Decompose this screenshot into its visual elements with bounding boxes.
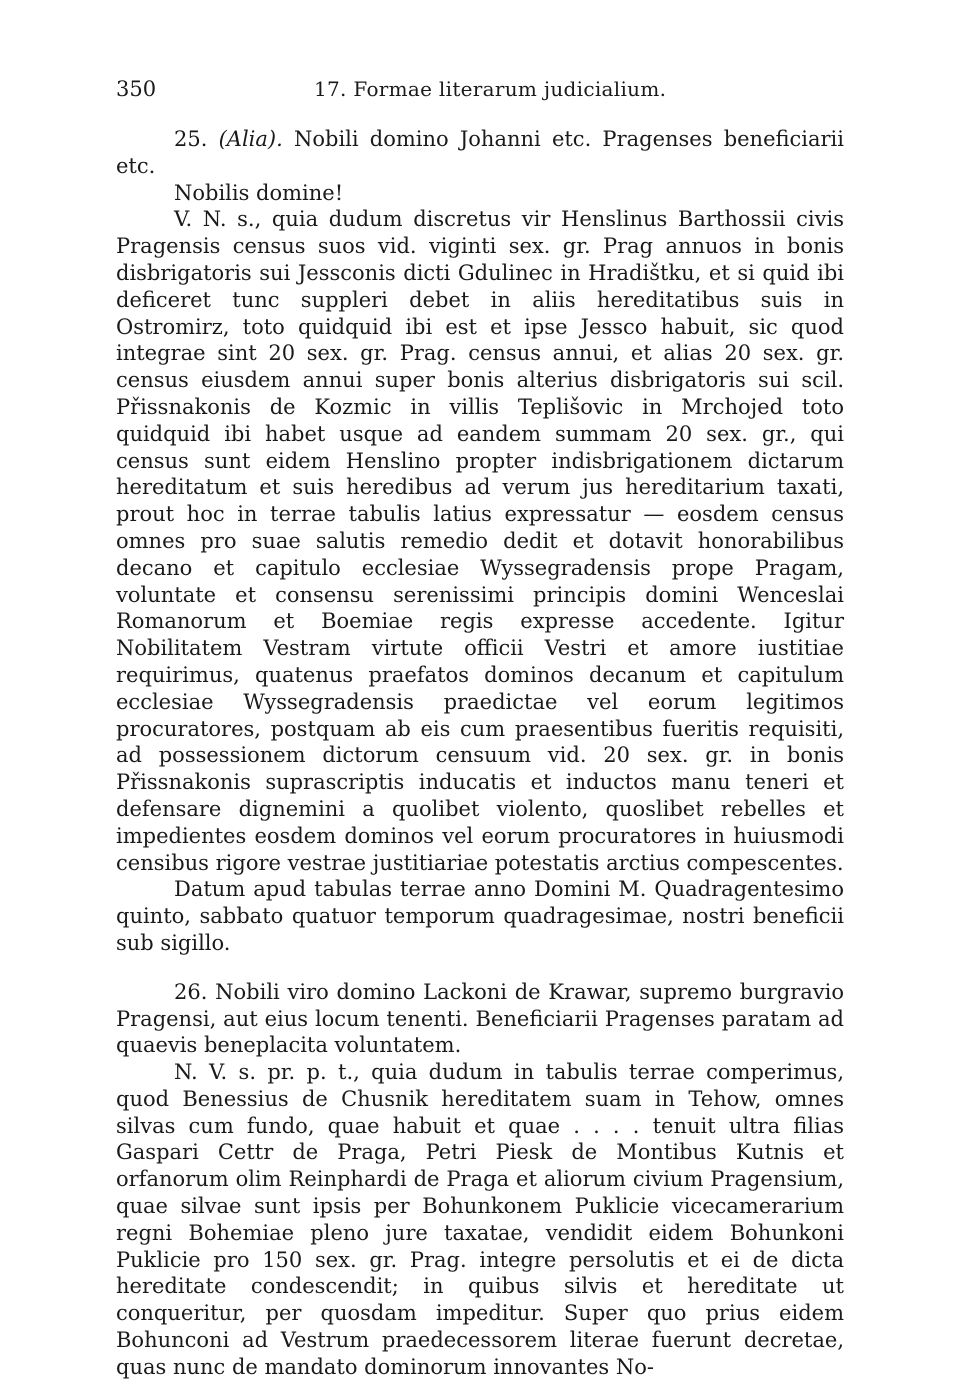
body-text xyxy=(116,126,844,1381)
running-title: 17. Formae literarum judicialium. xyxy=(314,77,667,101)
entry-25-number: 25. xyxy=(174,127,208,151)
entry-25-heading xyxy=(116,126,844,180)
entry-25-salutation: Nobilis domine! xyxy=(174,180,344,205)
entry-25-heading-text: Nobili domino Johanni etc. Pragenses beneficiarii etc. xyxy=(116,127,844,178)
entry-25-body: V. N. s., quia dudum discretus vir Henslinus Barthossii civis Pragensis census suos vid. viginti sex. gr. Prag annuos in bonis disbrigatoris sui Jessconis dicti Gdulinec in Hradištku, et si quid ibi deficeret tunc suppleri debet in aliis hereditatibus suis in Ostromirz, toto quidquid ibi est et ipse Jessco habuit, sic quod integrae sint 20 sex. gr. Prag. census annui, et alias 20 sex. gr. census eiusdem annui super bonis alterius disbrigatoris sui scil. Přissnakonis de Kozmic in villis Teplišovic in Mrchojed toto quidquid ibi habet usque ad eandem summam 20 sex. gr., qui census sunt eidem Henslino propter indisbrigationem dictarum hereditatum et suis heredibus ad verum jus hereditarium taxati, prout hoc in terrae tabulis latius expressatur — eosdem census omnes pro suae salutis remedio dedit et dotavit honorabilibus decano et capitulo ecclesiae Wyssegradensis prope Pragam, voluntate et consensu serenissimi principis domini Wenceslai Romanorum et Boemiae regis expresse accedente. Igitur Nobilitatem Vestram virtute officii Vestri et amore iustitiae requirimus, quatenus praefatos dominos decanum et capitulum ecclesiae Wyssegradensis praedictae vel eorum legitimos procuratores, postquam ab eis cum praesentibus fueritis requisiti, ad possessionem dictorum censuum vid. 20 sex. gr. in bonis Přissnakonis suprascriptis inducatis et inductos manu teneri et defensare dignemini a quolibet violento, quoslibet rebelles et impedientes eosdem dominos vel eorum procuratores in huiusmodi censibus rigore vestrae justitiariae potestatis arctius compescentes. xyxy=(116,207,844,875)
page-number: 350 xyxy=(116,77,157,101)
book-page xyxy=(116,74,844,1381)
entry-26-body: N. V. s. pr. p. t., quia dudum in tabulis terrae comperimus, quod Benessius de Chusnik hereditatem suam in Tehow, omnes silvas cum fundo, quae habuit et quae . . . . tenuit ultra filias Gaspari Cettr de Praga, Petri Piesk de Montibus Kutnis et orfanorum olim Reinphardi de Praga et aliorum civium Pragensium, quae silvae sunt ipsis per Bohunkonem Puklicie vicecamerarium regni Bohemiae pleno jure taxatae, vendidit eidem Bohunkoni Puklicie pro 150 sex. gr. Prag. integre persolutis et ei de dicta hereditate condescendit; in quibus silvis et hereditate ut conqueritur, per quosdam impeditur. Super quo prius eidem Bohunconi ad Vestrum praedecessorem literae fuerunt decretae, quas nunc de mandato dominorum innovantes No- xyxy=(116,1060,844,1379)
running-head xyxy=(116,74,844,104)
entry-26-heading: 26. Nobili viro domino Lackoni de Krawar, supremo burgravio Pragensi, aut eius locum tenenti. Beneficiarii Pragenses paratam ad quaevis beneplacita voluntatem. xyxy=(116,979,844,1058)
entry-25-alt: (Alia). xyxy=(218,127,283,151)
entry-separator xyxy=(116,957,844,979)
entry-25-closing: Datum apud tabulas terrae anno Domini M. Quadragentesimo quinto, sabbato quatuor temporum quadragesimae, nostri beneficii sub sigillo. xyxy=(116,877,844,955)
